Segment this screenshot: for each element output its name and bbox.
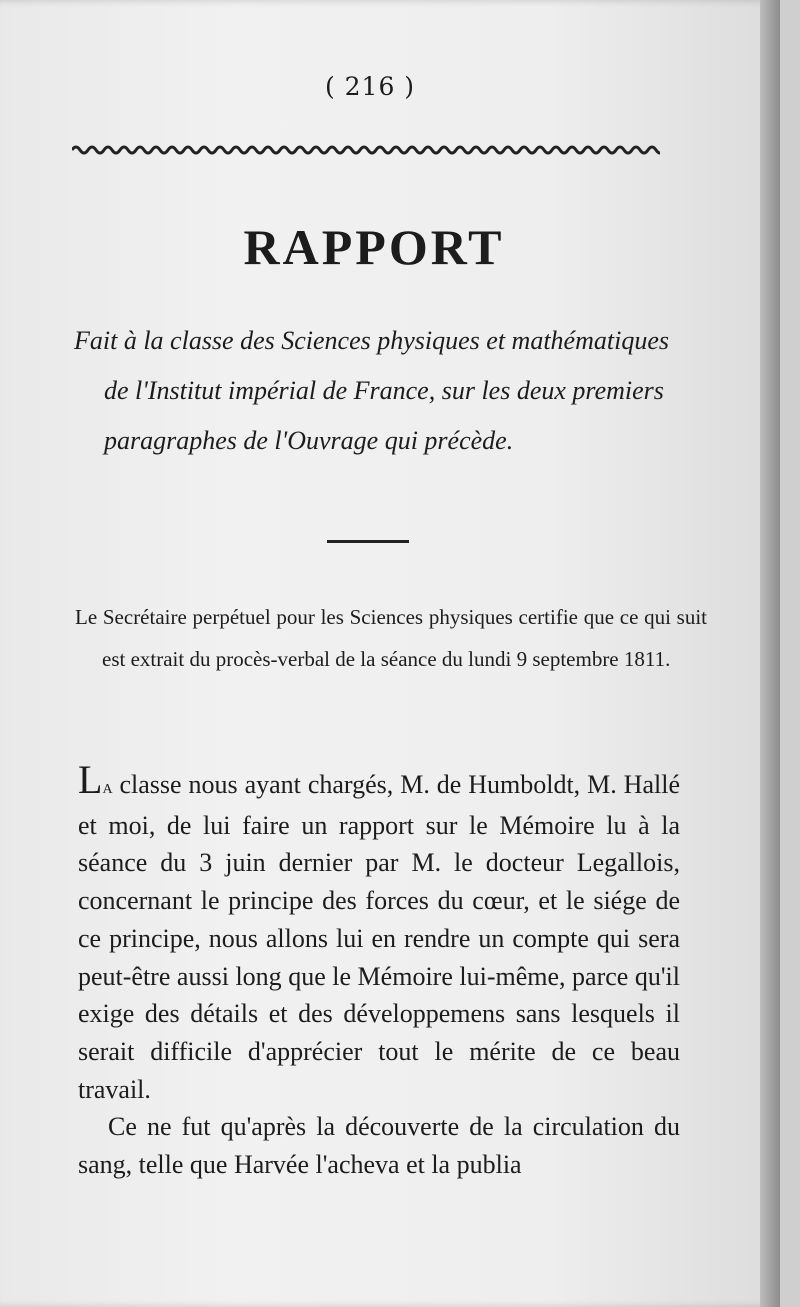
subtitle-text: Fait à la classe des Sciences physiques et mathématiques de l'Institut impérial de France, sur les deux premiers paragraphes de l'Ouvrage qui précède. [74, 326, 669, 455]
ornamental-rule [72, 140, 660, 160]
body-paragraph-1-text: classe nous ayant chargés, M. de Humboldt, M. Hallé et moi, de lui faire un rapport sur le Mémoire lu à la séance du 3 juin dernier par M. le docteur Legallois, concernant le principe des forces du cœur, et le siége de ce principe, nous allons lui en rendre un compte qui sera peut-être aussi long que le Mémoire lui-même, parce qu'il exige des détails et des développemens sans lesquels il serait difficile d'apprécier tout le mérite de ce beau travail. [78, 770, 680, 1104]
dropcap-letter: L [78, 757, 103, 802]
document-subtitle [74, 316, 680, 466]
section-divider [327, 540, 409, 543]
document-title: RAPPORT [243, 219, 505, 275]
body-text [78, 757, 680, 1184]
body-paragraph-2: Ce ne fut qu'après la découverte de la circulation du sang, telle que Harvée l'acheva et la publia [78, 1112, 680, 1180]
certification-paragraph: Le Secrétaire perpétuel pour les Sciences physiques certifie que ce qui suit est extrait du procès-verbal de la séance du lundi 9 septembre 1811. [75, 605, 707, 671]
dropcap-rest: a [102, 776, 113, 798]
body-paragraph-1 [78, 757, 680, 1108]
page-number: ( 216 ) [324, 72, 416, 101]
page-edge-shadow [760, 0, 780, 1307]
